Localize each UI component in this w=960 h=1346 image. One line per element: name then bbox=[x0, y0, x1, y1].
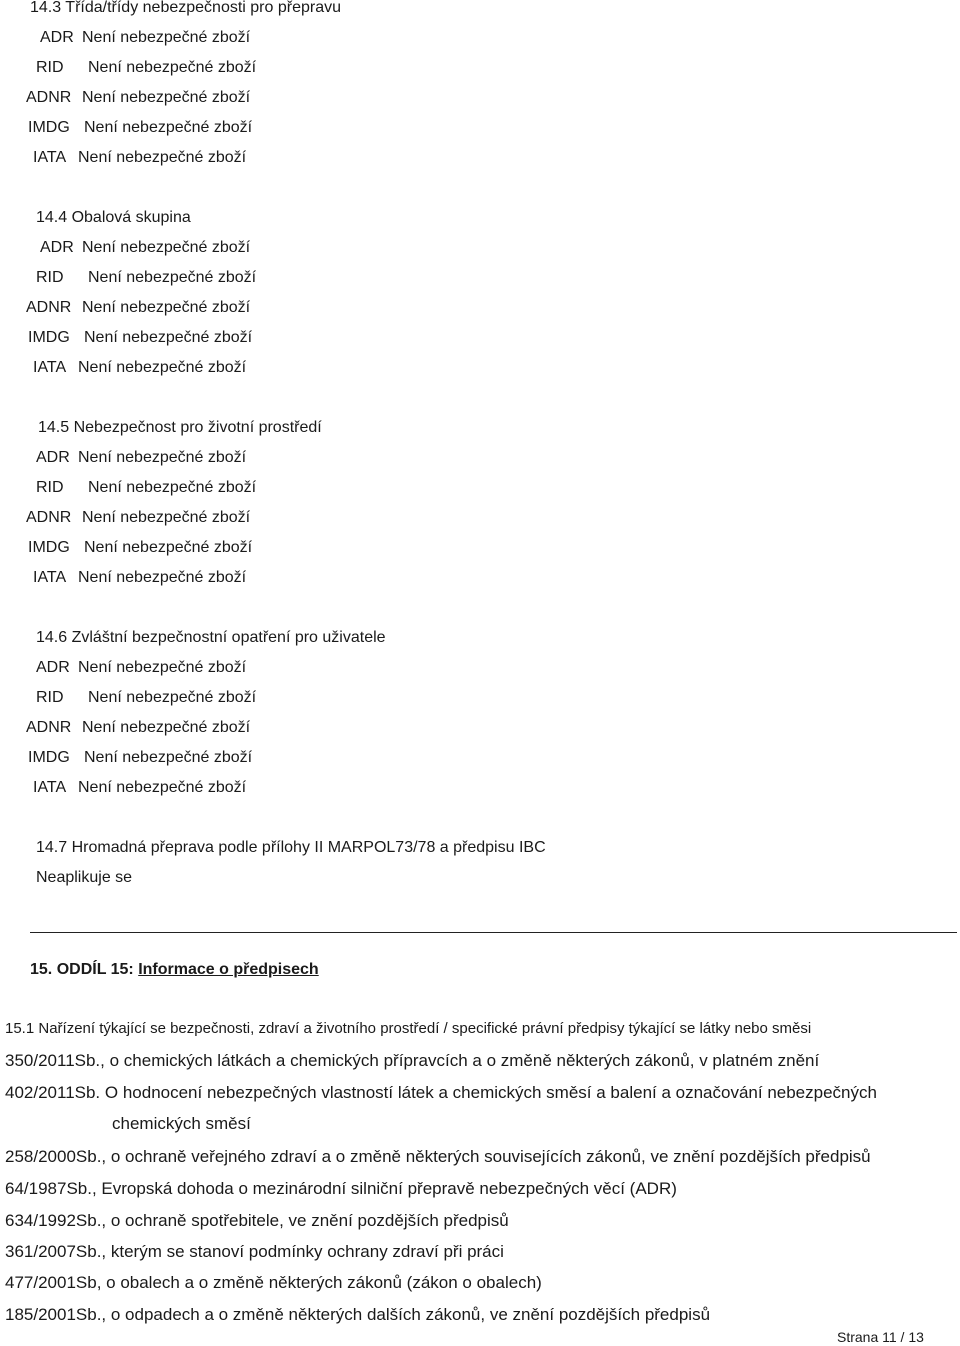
section-14-6-heading: 14.6 Zvláštní bezpečnostní opatření pro uživatele bbox=[36, 629, 386, 646]
transport-code: IMDG bbox=[28, 119, 70, 136]
regulation-item: 350/2011Sb., o chemických látkách a chemických přípravcích a o změně některých zákonů, v platném znění bbox=[5, 1051, 820, 1070]
transport-code: ADNR bbox=[26, 719, 72, 736]
regulation-item: 477/2001Sb, o obalech a o změně některých zákonů (zákon o obalech) bbox=[5, 1273, 542, 1292]
transport-code: ADR bbox=[40, 239, 74, 256]
transport-code: ADR bbox=[36, 659, 70, 676]
transport-row-iata bbox=[33, 780, 246, 796]
transport-row-iata bbox=[33, 150, 246, 166]
transport-row-rid bbox=[36, 60, 256, 76]
transport-row-rid bbox=[36, 270, 256, 286]
regulation-item: 402/2011Sb. O hodnocení nebezpečných vlastností látek a chemických směsí a balení a označování nebezpečných bbox=[5, 1083, 877, 1102]
transport-value: Není nebezpečné zboží bbox=[88, 689, 257, 706]
transport-code: ADR bbox=[36, 449, 70, 466]
transport-row-iata bbox=[33, 360, 246, 376]
transport-value: Není nebezpečné zboží bbox=[82, 509, 251, 526]
transport-value: Není nebezpečné zboží bbox=[88, 479, 257, 496]
transport-row-imdg bbox=[28, 120, 252, 136]
transport-value: Není nebezpečné zboží bbox=[84, 119, 253, 136]
transport-row-adnr bbox=[26, 720, 250, 736]
transport-value: Není nebezpečné zboží bbox=[88, 269, 257, 286]
transport-code: RID bbox=[36, 59, 64, 76]
transport-code: ADNR bbox=[26, 509, 72, 526]
transport-row-adr bbox=[40, 30, 250, 46]
transport-value: Není nebezpečné zboží bbox=[82, 719, 251, 736]
section-15-title: Informace o předpisech bbox=[138, 961, 319, 978]
transport-code: IATA bbox=[33, 569, 67, 586]
transport-row-adr bbox=[40, 240, 250, 256]
section-divider bbox=[30, 932, 957, 933]
transport-value: Není nebezpečné zboží bbox=[84, 329, 253, 346]
transport-code: IMDG bbox=[28, 539, 70, 556]
section-14-7-text: Neaplikuje se bbox=[36, 869, 133, 886]
transport-value: Není nebezpečné zboží bbox=[88, 59, 257, 76]
transport-code: IATA bbox=[33, 149, 67, 166]
section-14-5-heading: 14.5 Nebezpečnost pro životní prostředí bbox=[38, 419, 322, 436]
transport-row-adnr bbox=[26, 300, 250, 316]
transport-value: Není nebezpečné zboží bbox=[82, 299, 251, 316]
section-14-3-heading: 14.3 Třída/třídy nebezpečnosti pro přepravu bbox=[30, 0, 341, 16]
transport-row-adnr bbox=[26, 510, 250, 526]
transport-code: RID bbox=[36, 689, 64, 706]
transport-value: Není nebezpečné zboží bbox=[84, 749, 253, 766]
section-15-heading bbox=[30, 962, 319, 978]
transport-value: Není nebezpečné zboží bbox=[82, 239, 251, 256]
regulation-item: 185/2001Sb., o odpadech a o změně některých dalších zákonů, ve znění pozdějších předpisů bbox=[5, 1305, 711, 1324]
transport-value: Není nebezpečné zboží bbox=[78, 659, 247, 676]
transport-code: RID bbox=[36, 269, 64, 286]
transport-value: Není nebezpečné zboží bbox=[82, 29, 251, 46]
section-14-4-heading: 14.4 Obalová skupina bbox=[36, 209, 191, 226]
transport-row-adr bbox=[36, 660, 246, 676]
page-number: Strana 11 / 13 bbox=[837, 1329, 924, 1345]
transport-row-imdg bbox=[28, 330, 252, 346]
transport-row-imdg bbox=[28, 540, 252, 556]
transport-code: ADR bbox=[40, 29, 74, 46]
transport-code: IATA bbox=[33, 359, 67, 376]
transport-row-iata bbox=[33, 570, 246, 586]
transport-value: Není nebezpečné zboží bbox=[78, 569, 247, 586]
regulation-item-continuation: chemických směsí bbox=[112, 1114, 251, 1133]
transport-code: ADNR bbox=[26, 299, 72, 316]
transport-code: IMDG bbox=[28, 329, 70, 346]
transport-value: Není nebezpečné zboží bbox=[78, 149, 247, 166]
transport-code: IMDG bbox=[28, 749, 70, 766]
regulation-item: 64/1987Sb., Evropská dohoda o mezinárodní silniční přepravě nebezpečných věcí (ADR) bbox=[5, 1179, 677, 1198]
transport-row-adr bbox=[36, 450, 246, 466]
regulation-item: 361/2007Sb., kterým se stanoví podmínky ochrany zdraví při práci bbox=[5, 1242, 504, 1261]
transport-value: Není nebezpečné zboží bbox=[78, 359, 247, 376]
transport-value: Není nebezpečné zboží bbox=[78, 779, 247, 796]
transport-row-imdg bbox=[28, 750, 252, 766]
transport-row-rid bbox=[36, 480, 256, 496]
transport-value: Není nebezpečné zboží bbox=[78, 449, 247, 466]
transport-code: RID bbox=[36, 479, 64, 496]
section-15-number: 15. ODDÍL 15: bbox=[30, 961, 134, 978]
transport-value: Není nebezpečné zboží bbox=[84, 539, 253, 556]
transport-code: ADNR bbox=[26, 89, 72, 106]
transport-code: IATA bbox=[33, 779, 67, 796]
regulation-item: 258/2000Sb., o ochraně veřejného zdraví a o změně některých souvisejících zákonů, ve znění pozdějších předpisů bbox=[5, 1147, 871, 1166]
transport-row-rid bbox=[36, 690, 256, 706]
transport-value: Není nebezpečné zboží bbox=[82, 89, 251, 106]
regulation-item: 634/1992Sb., o ochraně spotřebitele, ve znění pozdějších předpisů bbox=[5, 1211, 509, 1230]
section-14-7-heading: 14.7 Hromadná přeprava podle přílohy II MARPOL73/78 a předpisu IBC bbox=[36, 839, 546, 856]
section-15-1-heading: 15.1 Nařízení týkající se bezpečnosti, zdraví a životního prostředí / specifické právní předpisy týkající se látky nebo směsi bbox=[5, 1020, 812, 1037]
transport-row-adnr bbox=[26, 90, 250, 106]
